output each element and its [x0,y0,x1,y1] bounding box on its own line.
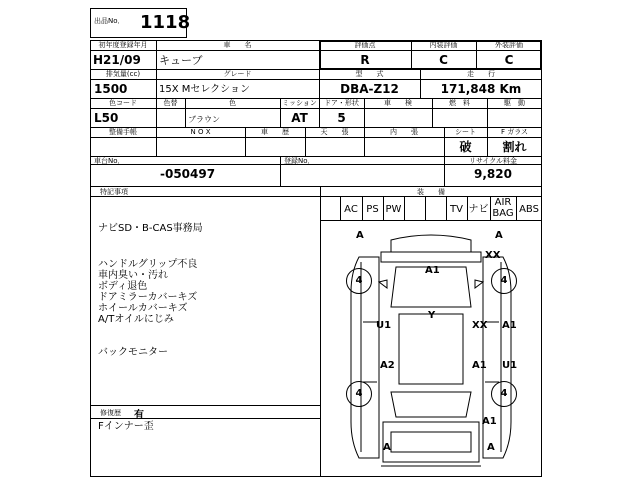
equip-ps: PS [366,204,379,215]
chassis-label: 車台No． [94,157,125,165]
car-diagram-icon [321,222,541,476]
note-line: バックモニター [98,347,168,358]
note-line: ボディ退色 [98,281,148,292]
equip-label: 装 備 [417,188,445,196]
seat-label: シート [455,128,476,136]
equip-abs: ABS [519,204,539,215]
damage-front-left: A [356,230,364,241]
lot-label: 出品No． [94,17,125,25]
notes-label: 特記事項 [100,188,128,196]
note-line: ハンドルグリップ不良 [98,259,198,270]
equip-pw: PW [385,204,402,215]
color-code-value: L50 [94,111,119,125]
score-label: 評価点 [354,41,376,49]
mission-label: ミッション [282,99,317,107]
equip-navi: ナビ [468,204,489,215]
damage-hood: A1 [425,265,440,276]
note-line: ホイールカバーキズ [98,303,188,314]
exterior-value: C [504,53,514,67]
equip-tv: TV [450,204,463,215]
note-line: 車内臭い・汚れ [98,270,168,281]
car-label: 車 名 [223,41,252,49]
note-line: ドアミラーカバーキズ [98,292,198,303]
reg-label: 登録No． [284,157,315,165]
drive-label: 駆 動 [504,99,525,107]
grade-label: グレード [223,70,252,78]
damage-right-front-door: XX [472,320,488,331]
equip-ac: AC [344,204,358,215]
mileage-value: 171,848 Km [440,82,522,96]
note-line: A/Tオイルにじみ [98,314,174,325]
cc-value: 1500 [94,82,128,96]
damage-rear-left-bottom: A [383,442,391,453]
grade-value: 15X Mセレクション [159,84,250,95]
color-code-label: 色コード [109,99,137,107]
manual-label: 整備手帳 [109,128,137,136]
fuel-label: 燃 料 [449,99,470,107]
tire-rl: 4 [346,381,372,407]
cc-label: 排気量(cc) [105,70,141,78]
interior-value: C [439,53,448,67]
tone-label: 色替 [163,99,178,107]
mission-value: AT [291,111,308,125]
damage-right-rear-door: A1 [472,360,487,371]
nox-label: N O X [190,128,211,136]
interior2-label: 内 張 [390,128,418,136]
inspection-label: 車 検 [384,99,412,107]
damage-front-right: A [495,230,503,241]
damage-right-rear-door2: U1 [502,360,518,371]
lot-number: 1118 [140,12,191,33]
history-label: 車 歴 [261,128,289,136]
model-label: 型 式 [355,70,384,78]
damage-right-front-door2: A1 [502,320,517,331]
mileage-label: 走 行 [467,70,495,78]
year-value: H21/09 [93,53,141,67]
exterior-label: 外装評価 [495,41,523,49]
color-label: 色 [229,99,236,107]
score-value: R [360,53,370,67]
damage-left-front-door: U1 [376,320,392,331]
year-label: 初年度登録年月 [98,41,148,49]
glass-value: 割れ [502,140,527,154]
color-value: ブラウン [188,115,220,124]
damage-roof: Y [428,310,436,321]
repair-value: 有 [134,410,144,421]
tire-fl: 4 [346,268,372,294]
model-value: DBA-Z12 [340,82,399,96]
chassis-value: -050497 [160,167,216,181]
interior-label: 内装評価 [429,41,458,49]
doors-label: ドア・形状 [324,99,359,107]
recycle-label: リサイクル料金 [468,157,518,165]
doors-value: 5 [337,111,346,125]
glass-label: F ガラス [500,128,529,136]
car-value: キューブ [159,54,203,67]
equip-airbag: AIR BAG [492,197,514,219]
damage-rear-right: A1 [482,416,497,427]
note-line: ナビSD・B-CAS事務局 [98,223,203,234]
damage-left-rear-door: A2 [380,360,395,371]
repair-label: 修復歴 [100,409,121,417]
roof-label: 天 張 [320,128,349,136]
recycle-value: 9,820 [474,167,512,181]
repair-note: Fインナー歪 [98,421,154,432]
tire-fr: 4 [491,268,517,294]
tire-rr: 4 [491,381,517,407]
seat-value: 破 [459,140,472,154]
damage-front-right2: XX [485,250,501,261]
damage-rear-right-bottom: A [487,442,495,453]
